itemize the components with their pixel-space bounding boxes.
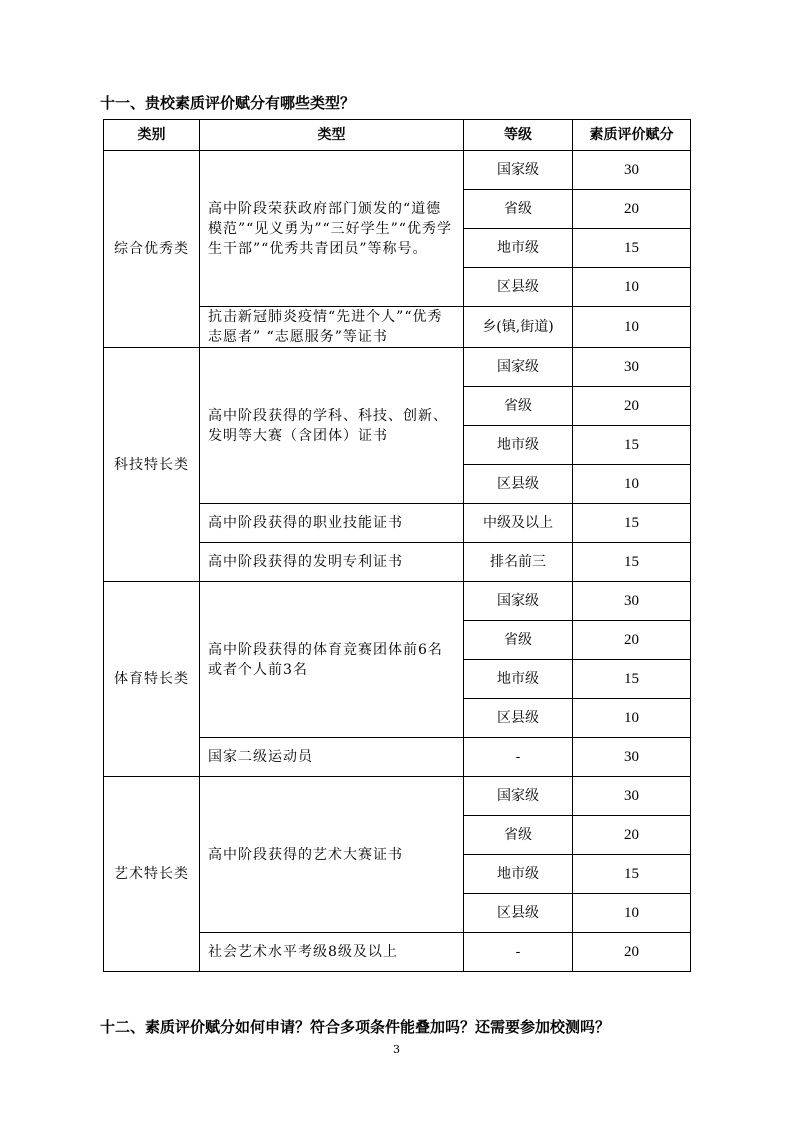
type-cell: 高中阶段获得的发明专利证书 [200,543,464,582]
header-level: 等级 [464,120,573,151]
type-cell: 抗击新冠肺炎疫情“先进个人”“优秀志愿者” “志愿服务”等证书 [200,307,464,348]
table-row [104,348,691,387]
level-cell: 国家级 [464,151,573,190]
level-cell: 区县级 [464,268,573,307]
level-cell: 区县级 [464,894,573,933]
score-cell: 10 [573,268,691,307]
level-cell: 地市级 [464,660,573,699]
level-cell: 地市级 [464,855,573,894]
page-number: 3 [393,1043,400,1056]
header-category: 类别 [104,120,200,151]
level-cell: 乡(镇,街道) [464,307,573,348]
score-cell: 15 [573,426,691,465]
type-cell: 高中阶段荣获政府部门颁发的“道德模范”“见义勇为”“三好学生”“优秀学生干部”“优秀共青团员”等称号。 [200,151,464,307]
level-cell: 区县级 [464,465,573,504]
score-cell: 30 [573,777,691,816]
level-cell: 省级 [464,621,573,660]
type-cell: 高中阶段获得的体育竞赛团体前6名或者个人前3名 [200,582,464,738]
level-cell: - [464,738,573,777]
score-cell: 10 [573,699,691,738]
level-cell: 省级 [464,816,573,855]
score-cell: 15 [573,543,691,582]
level-cell: 国家级 [464,582,573,621]
section-heading-12: 十二、素质评价赋分如何申请？符合多项条件能叠加吗？还需要参加校测吗？ [100,1018,611,1036]
score-cell: 20 [573,816,691,855]
category-cell: 艺术特长类 [104,777,200,972]
level-cell: 区县级 [464,699,573,738]
section-heading-11: 十一、贵校素质评价赋分有哪些类型？ [100,94,356,112]
level-cell: 地市级 [464,426,573,465]
score-cell: 20 [573,621,691,660]
score-cell: 10 [573,465,691,504]
table-row [104,777,691,816]
score-cell: 10 [573,307,691,348]
table-row [104,582,691,621]
category-cell: 体育特长类 [104,582,200,777]
score-cell: 30 [573,582,691,621]
score-cell: 20 [573,933,691,972]
level-cell: 中级及以上 [464,504,573,543]
category-cell: 科技特长类 [104,348,200,582]
level-cell: 国家级 [464,348,573,387]
level-cell: - [464,933,573,972]
score-cell: 30 [573,348,691,387]
type-cell: 高中阶段获得的艺术大赛证书 [200,777,464,933]
score-cell: 30 [573,151,691,190]
score-cell: 15 [573,855,691,894]
level-cell: 省级 [464,190,573,229]
table-row [104,151,691,190]
header-score: 素质评价赋分 [573,120,691,151]
level-cell: 省级 [464,387,573,426]
type-cell: 社会艺术水平考级8级及以上 [200,933,464,972]
level-cell: 地市级 [464,229,573,268]
level-cell: 国家级 [464,777,573,816]
type-cell: 国家二级运动员 [200,738,464,777]
level-cell: 排名前三 [464,543,573,582]
table-header-row [104,120,691,151]
score-cell: 10 [573,894,691,933]
score-cell: 15 [573,660,691,699]
header-type: 类型 [200,120,464,151]
score-cell: 15 [573,229,691,268]
type-cell: 高中阶段获得的学科、科技、创新、发明等大赛（含团体）证书 [200,348,464,504]
score-table [103,119,691,972]
score-cell: 30 [573,738,691,777]
score-cell: 20 [573,190,691,229]
category-cell: 综合优秀类 [104,151,200,348]
score-cell: 20 [573,387,691,426]
score-cell: 15 [573,504,691,543]
type-cell: 高中阶段获得的职业技能证书 [200,504,464,543]
